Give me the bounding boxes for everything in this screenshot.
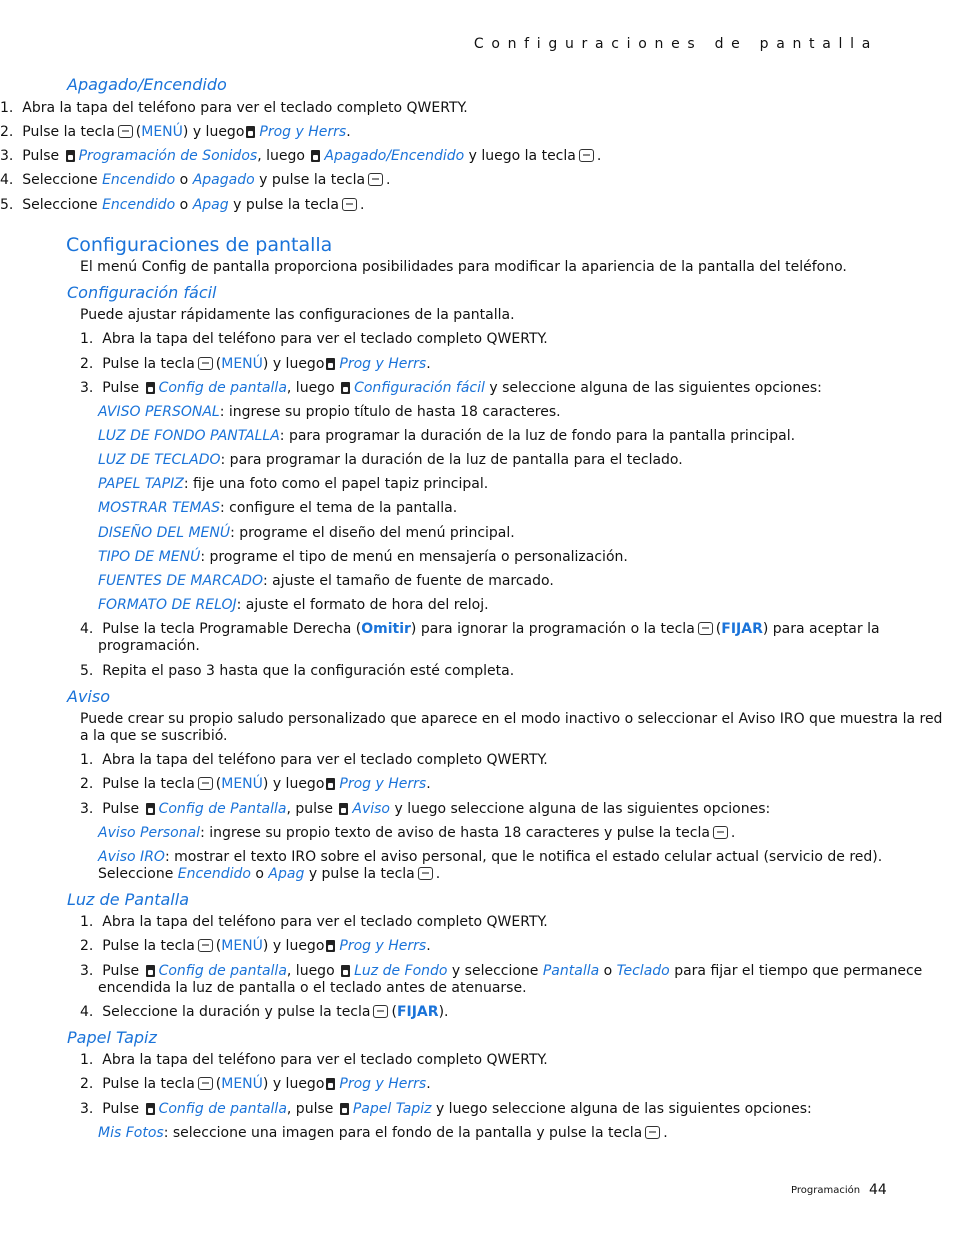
banner-icon xyxy=(339,803,348,815)
footer-section-label: Programación xyxy=(791,1185,861,1196)
settings-icon xyxy=(326,940,335,952)
option-name: FORMATO DE RELOJ xyxy=(98,597,237,613)
section-title-papel-tapiz: Papel Tapiz xyxy=(67,1028,157,1047)
step-line: 3. Pulse Config de pantalla, luego Luz de Fondo y seleccione Pantalla o Teclado para fijar el tiempo que permanece xyxy=(80,963,923,979)
option-item xyxy=(98,452,683,468)
display-icon xyxy=(146,803,155,815)
step-line: 5. Repita el paso 3 hasta que la configuración esté completa. xyxy=(80,663,515,679)
option-name: FUENTES DE MARCADO xyxy=(98,573,263,589)
ok-key-icon xyxy=(373,1005,388,1018)
step-line: 3. Pulse Config de Pantalla, pulse Aviso y luego seleccione alguna de las siguientes opciones: xyxy=(80,801,771,817)
option-desc: : configure el tema de la pantalla. xyxy=(219,500,458,516)
backlight-icon xyxy=(341,965,350,977)
option-item xyxy=(98,549,628,565)
option-name: AVISO PERSONAL xyxy=(98,404,220,420)
settings-icon xyxy=(326,358,335,370)
option-name: PAPEL TAPIZ xyxy=(98,476,184,492)
step-line: 2. Pulse la tecla (MENÚ) y luego Prog y Herrs. xyxy=(80,356,431,372)
step-line: 1. Abra la tapa del teléfono para ver el teclado completo QWERTY. xyxy=(80,752,548,768)
section-intro: Puede ajustar rápidamente las configuraciones de la pantalla. xyxy=(80,307,515,323)
wallpaper-icon xyxy=(340,1103,349,1115)
display-icon xyxy=(146,382,155,394)
ok-key-icon xyxy=(579,149,594,162)
ok-key-icon xyxy=(368,173,383,186)
power-icon xyxy=(311,150,320,162)
step-line: 2. Pulse la tecla (MENÚ) y luego Prog y Herrs. xyxy=(0,124,351,140)
option-item xyxy=(98,525,515,541)
step-line: 4. Pulse la tecla Programable Derecha (Omitir) para ignorar la programación o la tecla (FIJAR) para aceptar la xyxy=(80,621,880,637)
step-line: 1. Abra la tapa del teléfono para ver el teclado completo QWERTY. xyxy=(80,914,548,930)
page-number: 44 xyxy=(869,1182,887,1198)
section-title-configuracion-facil: Configuración fácil xyxy=(67,283,217,302)
step-line: 1. Abra la tapa del teléfono para ver el teclado completo QWERTY. xyxy=(0,100,468,116)
option-desc: : programe el tipo de menú en mensajería o personalización. xyxy=(200,549,628,565)
option-desc: : para programar la duración de la luz de fondo para la pantalla principal. xyxy=(279,428,796,444)
section-intro-cont: a la que se suscribió. xyxy=(80,728,228,744)
option-name: DISEÑO DEL MENÚ xyxy=(98,525,231,541)
settings-icon xyxy=(326,1078,335,1090)
option-item xyxy=(98,428,795,444)
step-continuation: encendida la luz de pantalla o el teclado antes de atenuarse. xyxy=(98,980,527,996)
step-line: 2. Pulse la tecla (MENÚ) y luego Prog y Herrs. xyxy=(80,938,431,954)
option-name: LUZ DE FONDO PANTALLA xyxy=(98,428,280,444)
section-intro: El menú Config de pantalla proporciona posibilidades para modificar la apariencia de la pantalla del teléfono. xyxy=(80,259,847,275)
section-heading-configuraciones: Configuraciones de pantalla xyxy=(66,234,333,256)
display-icon xyxy=(146,965,155,977)
option-item-cont: Seleccione Encendido o Apag y pulse la tecla . xyxy=(98,866,441,882)
easy-setup-icon xyxy=(341,382,350,394)
option-item xyxy=(98,476,488,492)
step-line: 4. Seleccione Encendido o Apagado y pulse la tecla . xyxy=(0,172,391,188)
option-item xyxy=(98,573,554,589)
option-item: Aviso IRO: mostrar el texto IRO sobre el aviso personal, que le notifica el estado celular actual (servicio de red). xyxy=(98,849,883,865)
step-line: 3. Pulse Config de pantalla, luego Configuración fácil y seleccione alguna de las siguientes opciones: xyxy=(80,380,822,396)
option-item xyxy=(98,597,489,613)
step-line: 2. Pulse la tecla (MENÚ) y luego Prog y Herrs. xyxy=(80,776,431,792)
running-head: Configuraciones de pantalla xyxy=(473,36,878,52)
option-name: TIPO DE MENÚ xyxy=(98,549,201,565)
ok-key-icon xyxy=(198,777,213,790)
ok-key-icon xyxy=(198,1077,213,1090)
ok-key-icon xyxy=(645,1126,660,1139)
ok-key-icon xyxy=(118,125,133,138)
step-line: 1. Abra la tapa del teléfono para ver el teclado completo QWERTY. xyxy=(80,331,548,347)
option-item xyxy=(98,404,561,420)
option-desc: : ajuste el tamaño de fuente de marcado. xyxy=(262,573,554,589)
ok-key-icon xyxy=(198,357,213,370)
option-item: Aviso Personal: ingrese su propio texto de aviso de hasta 18 caracteres y pulse la tecla . xyxy=(98,825,736,841)
step-line: 5. Seleccione Encendido o Apag y pulse la tecla . xyxy=(0,197,365,213)
step-line: 3. Pulse Config de pantalla, pulse Papel Tapiz y luego seleccione alguna de las siguientes opciones: xyxy=(80,1101,812,1117)
sounds-icon xyxy=(66,150,75,162)
option-desc: : programe el diseño del menú principal. xyxy=(230,525,515,541)
option-desc: : ingrese su propio título de hasta 18 caracteres. xyxy=(219,404,561,420)
option-item xyxy=(98,500,457,516)
option-desc: : para programar la duración de la luz de pantalla para el teclado. xyxy=(220,452,683,468)
option-name: MOSTRAR TEMAS xyxy=(98,500,220,516)
settings-icon xyxy=(246,126,255,138)
option-name: LUZ DE TECLADO xyxy=(98,452,221,468)
display-icon xyxy=(146,1103,155,1115)
section-intro: Puede crear su propio saludo personalizado que aparece en el modo inactivo o seleccionar el Aviso IRO que muestra la red xyxy=(80,711,943,727)
step-line: 4. Seleccione la duración y pulse la tecla (FIJAR). xyxy=(80,1004,449,1020)
ok-key-icon xyxy=(713,826,728,839)
step-continuation: programación. xyxy=(98,638,200,654)
section-title-aviso: Aviso xyxy=(67,687,110,706)
option-desc: : fije una foto como el papel tapiz principal. xyxy=(183,476,489,492)
ok-key-icon xyxy=(418,867,433,880)
ok-key-icon xyxy=(342,198,357,211)
step-line: 1. Abra la tapa del teléfono para ver el teclado completo QWERTY. xyxy=(80,1052,548,1068)
ok-key-icon xyxy=(198,939,213,952)
option-desc: : ajuste el formato de hora del reloj. xyxy=(236,597,489,613)
settings-icon xyxy=(326,778,335,790)
ok-key-icon xyxy=(698,622,713,635)
step-line: 2. Pulse la tecla (MENÚ) y luego Prog y Herrs. xyxy=(80,1076,431,1092)
option-item: Mis Fotos: seleccione una imagen para el fondo de la pantalla y pulse la tecla . xyxy=(98,1125,668,1141)
section-title-apagado-encendido: Apagado/Encendido xyxy=(67,75,227,94)
section-title-luz-de-pantalla: Luz de Pantalla xyxy=(67,890,189,909)
step-line: 3. Pulse Programación de Sonidos, luego Apagado/Encendido y luego la tecla . xyxy=(0,148,602,164)
